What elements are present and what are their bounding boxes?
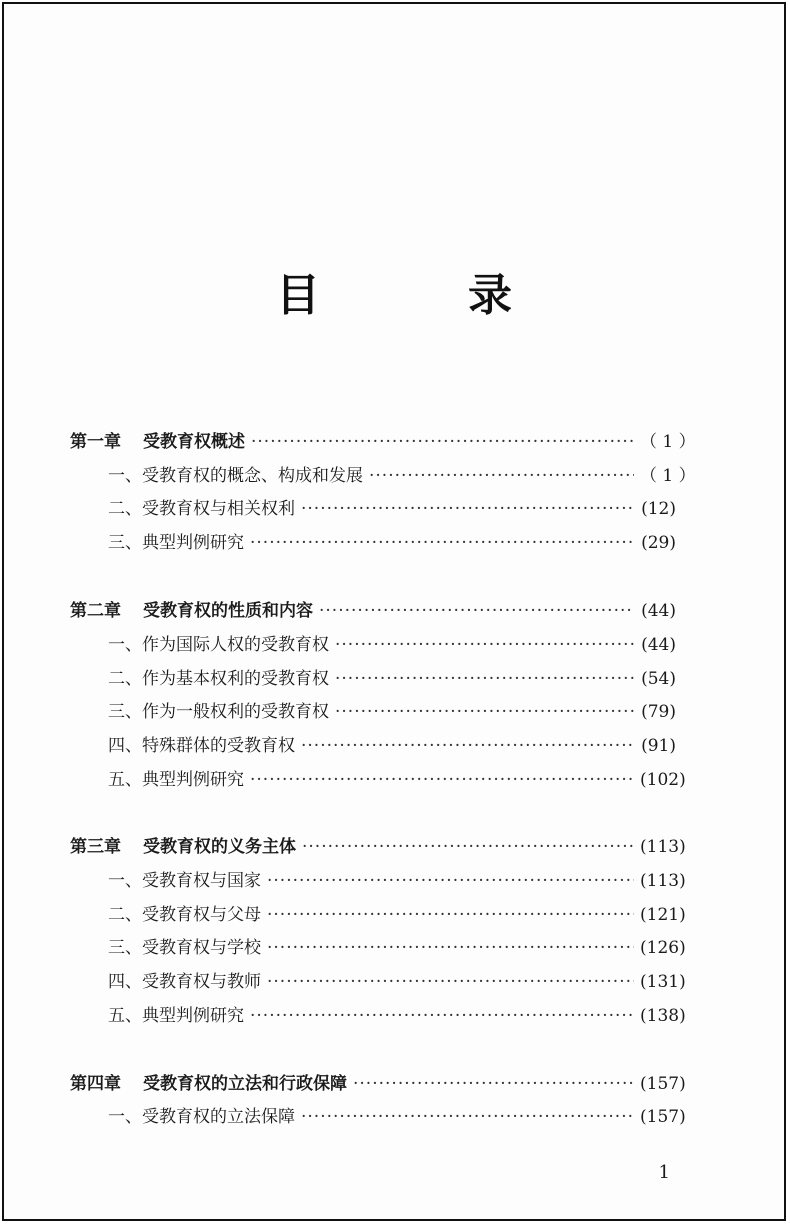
- chapter-number: 第二章: [70, 601, 121, 621]
- page-ref: (138): [640, 1006, 686, 1026]
- chapter-number: 第一章: [70, 432, 121, 452]
- toc-section[interactable]: [70, 631, 676, 659]
- page-ref: (44): [641, 601, 676, 621]
- dot-leader: [335, 631, 634, 659]
- page-ref: (121): [640, 905, 686, 925]
- section-title: 五、典型判例研究: [108, 1006, 244, 1026]
- page-ref: (54): [641, 669, 676, 689]
- chapter-title: 受教育权的性质和内容: [143, 601, 313, 621]
- section-title: 四、特殊群体的受教育权: [108, 736, 295, 756]
- chapter-number: 第三章: [70, 837, 121, 857]
- dot-leader: [267, 901, 634, 929]
- toc-section[interactable]: [70, 1002, 686, 1030]
- toc-section[interactable]: [70, 495, 676, 523]
- toc-chapter-4[interactable]: [70, 1070, 686, 1098]
- toc-chapter-2[interactable]: [70, 597, 676, 625]
- dot-leader: [250, 1002, 634, 1030]
- dot-leader: [369, 462, 634, 490]
- section-title: 三、作为一般权利的受教育权: [108, 702, 329, 722]
- page-ref: (79): [641, 702, 676, 722]
- toc-chapter-1[interactable]: [70, 428, 696, 456]
- toc-section[interactable]: [70, 462, 696, 490]
- page-ref: (157): [640, 1107, 686, 1127]
- dot-leader: [353, 1070, 634, 1098]
- page-ref: (102): [640, 770, 686, 790]
- toc-section[interactable]: [70, 934, 686, 962]
- page-ref: (113): [640, 871, 686, 891]
- section-title: 二、作为基本权利的受教育权: [108, 669, 329, 689]
- toc-chapter-3[interactable]: [70, 833, 686, 861]
- dot-leader: [267, 968, 634, 996]
- toc-section[interactable]: [70, 901, 686, 929]
- section-title: 一、受教育权的概念、构成和发展: [108, 466, 363, 486]
- page-title: 目 录: [276, 270, 564, 321]
- chapter-number: 第四章: [70, 1074, 121, 1094]
- dot-leader: [267, 867, 634, 895]
- chapter-title: 受教育权的义务主体: [143, 837, 296, 857]
- section-title: 五、典型判例研究: [108, 770, 244, 790]
- dot-leader: [301, 495, 634, 523]
- toc-section[interactable]: [70, 529, 676, 557]
- page-ref: (157): [640, 1074, 686, 1094]
- section-title: 二、受教育权与相关权利: [108, 499, 295, 519]
- page-ref: (91): [641, 736, 676, 756]
- toc-section[interactable]: [70, 665, 676, 693]
- toc-section[interactable]: [70, 1103, 686, 1131]
- page-ref: （ 1 ）: [640, 432, 696, 452]
- section-title: 一、受教育权的立法保障: [108, 1107, 295, 1127]
- section-title: 一、受教育权与国家: [108, 871, 261, 891]
- dot-leader: [250, 766, 634, 794]
- chapter-title: 受教育权概述: [143, 432, 245, 452]
- section-title: 三、典型判例研究: [108, 533, 244, 553]
- dot-leader: [301, 1103, 634, 1131]
- section-title: 一、作为国际人权的受教育权: [108, 635, 329, 655]
- toc-section[interactable]: [70, 968, 686, 996]
- page-ref: (29): [641, 533, 676, 553]
- toc-section[interactable]: [70, 698, 676, 726]
- page-ref: (44): [641, 635, 676, 655]
- page-ref: (126): [640, 938, 686, 958]
- section-title: 二、受教育权与父母: [108, 905, 261, 925]
- page-ref: （ 1 ）: [640, 466, 696, 486]
- dot-leader: [335, 665, 634, 693]
- page-ref: (113): [640, 837, 686, 857]
- dot-leader: [302, 833, 634, 861]
- page-ref: (12): [641, 499, 676, 519]
- dot-leader: [267, 934, 634, 962]
- dot-leader: [319, 597, 634, 625]
- toc-section[interactable]: [70, 732, 676, 760]
- dot-leader: [250, 529, 634, 557]
- section-title: 四、受教育权与教师: [108, 972, 261, 992]
- page-ref: (131): [640, 972, 686, 992]
- dot-leader: [335, 698, 634, 726]
- section-title: 三、受教育权与学校: [108, 938, 261, 958]
- toc-section[interactable]: [70, 766, 686, 794]
- dot-leader: [301, 732, 634, 760]
- document-page: [2, 2, 786, 1221]
- page-number: 1: [658, 1162, 670, 1183]
- dot-leader: [251, 428, 634, 456]
- chapter-title: 受教育权的立法和行政保障: [143, 1074, 347, 1094]
- toc-section[interactable]: [70, 867, 686, 895]
